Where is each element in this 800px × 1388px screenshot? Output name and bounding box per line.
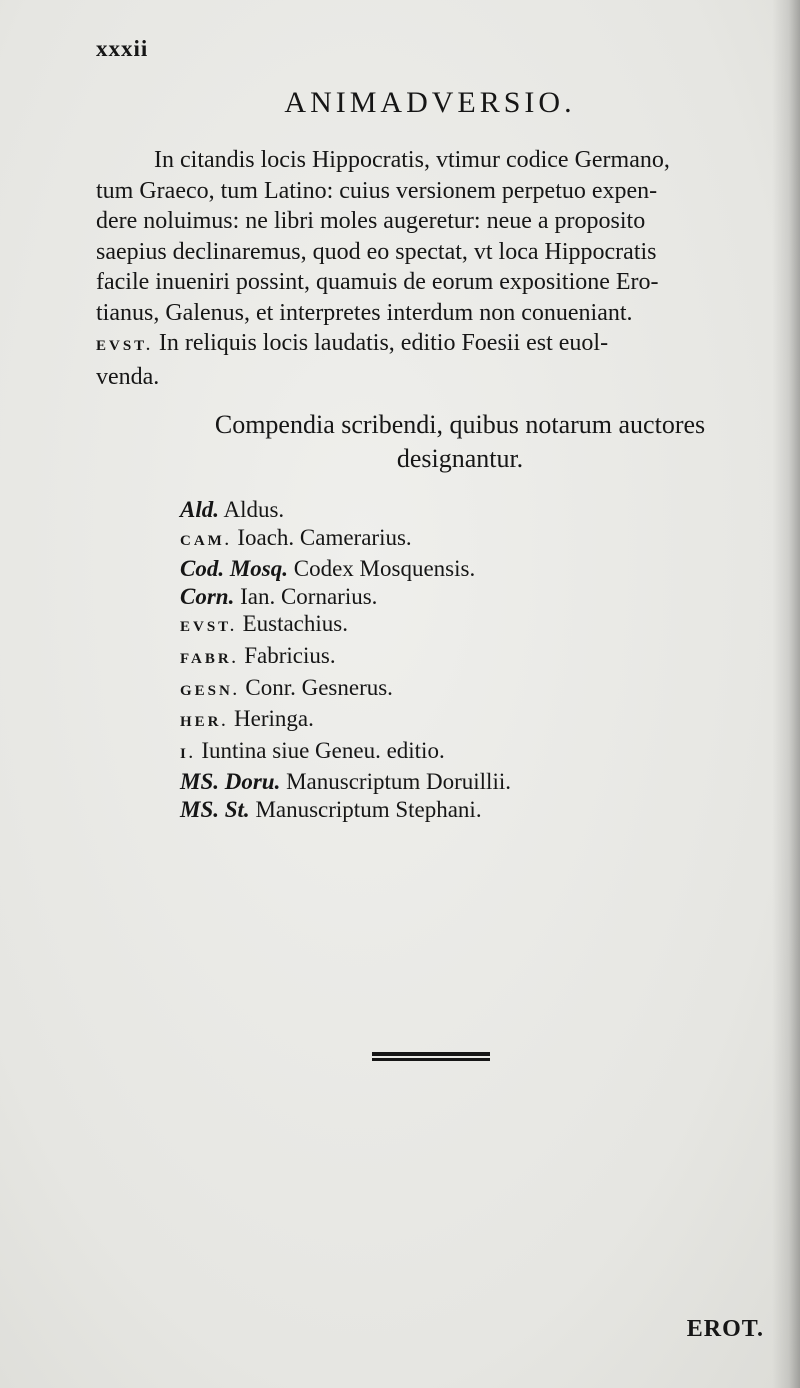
abbreviation-item <box>180 737 511 769</box>
intro-line: In citandis locis Hippocratis, vtimur codice Germano, <box>154 147 670 173</box>
page-edge-shadow <box>772 0 800 1388</box>
abbreviation-item <box>180 674 511 706</box>
abbreviation-item <box>180 768 511 796</box>
abbreviation-item <box>180 524 511 556</box>
section-heading: ANIMADVERSIO. <box>284 86 576 119</box>
abbreviation: Cod. Mosq. <box>180 556 288 582</box>
abbreviation: CAM. <box>180 532 232 549</box>
compendia-title <box>140 408 780 476</box>
eust-text: In reliquis locis laudatis, editio Foesii est euol- <box>158 330 609 356</box>
abbreviation: FABR. <box>180 650 239 667</box>
eust-label: EVST. <box>96 338 153 354</box>
abbreviation: Corn. <box>180 583 235 609</box>
abbreviation-meaning: Codex Mosquensis. <box>293 556 476 582</box>
abbreviation-item <box>180 642 511 674</box>
intro-line: facile inueniri possint, quamuis de eorum expositione Ero- <box>96 269 659 295</box>
abbreviation-meaning: Ioach. Camerarius. <box>237 524 412 550</box>
intro-paragraph <box>96 145 768 392</box>
abbreviation: I. <box>180 745 196 762</box>
intro-line: saepius declinaremus, quod eo spectat, vt loca Hippocratis <box>96 238 657 265</box>
abbreviation-meaning: Manuscriptum Stephani. <box>255 796 482 822</box>
abbreviation-meaning: Ian. Cornarius. <box>240 583 378 609</box>
abbreviation-list <box>180 496 511 824</box>
abbreviation-item <box>180 610 511 642</box>
abbreviation-item <box>180 555 511 583</box>
abbreviation-item <box>180 583 511 611</box>
abbreviation-meaning: Conr. Gesnerus. <box>245 674 393 700</box>
intro-line: venda. <box>96 363 160 390</box>
intro-line: tianus, Galenus, et interpretes interdum non conueniant. <box>96 299 633 326</box>
page-number: xxxii <box>96 36 149 61</box>
section-divider-rule <box>372 1052 490 1062</box>
abbreviation-meaning: Eustachius. <box>242 611 348 637</box>
abbreviation: HER. <box>180 714 229 731</box>
abbreviation: MS. Doru. <box>180 769 281 795</box>
abbreviation-meaning: Fabricius. <box>244 642 336 668</box>
catchword: EROT. <box>686 1316 764 1342</box>
abbreviation: GESN. <box>180 682 240 699</box>
compendia-title-line: designantur. <box>396 444 524 473</box>
abbreviation-item <box>180 496 511 524</box>
abbreviation-meaning: Iuntina siue Geneu. editio. <box>201 737 445 763</box>
abbreviation-meaning: Manuscriptum Doruillii. <box>286 769 511 795</box>
abbreviation-meaning: Aldus. <box>223 497 285 522</box>
abbreviation-item <box>180 796 511 824</box>
divider-bar <box>372 1058 490 1061</box>
abbreviation: MS. St. <box>180 796 250 822</box>
abbreviation: Ald. <box>180 497 219 522</box>
abbreviation-item <box>180 705 511 737</box>
intro-line: dere noluimus: ne libri moles augeretur: neue a proposito <box>96 208 646 234</box>
abbreviation-meaning: Heringa. <box>234 706 314 732</box>
divider-bar <box>372 1052 490 1056</box>
intro-line: tum Graeco, tum Latino: cuius versionem perpetuo expen- <box>96 177 658 204</box>
intro-line-eust <box>96 328 768 362</box>
abbreviation: EVST. <box>180 619 237 636</box>
compendia-title-line: Compendia scribendi, quibus notarum auctores <box>214 410 706 439</box>
